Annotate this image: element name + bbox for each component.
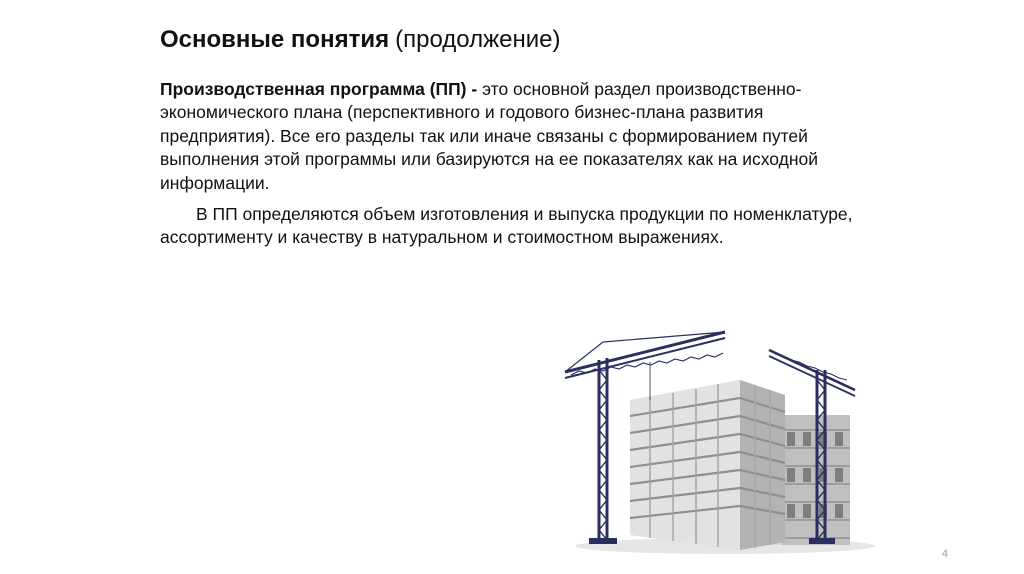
definition-term: Производственная программа (ПП) - xyxy=(160,79,478,99)
left-crane-base xyxy=(589,538,617,544)
definition-text: это основной раздел производственно-экономического плана (перспективного и годового бизнес-плана развития предприятия). Все его разделы так или иначе связаны с формированием путей выполнения этой программы или базируются на ее показателях как на исходной информации. xyxy=(160,79,819,193)
main-building xyxy=(630,380,785,550)
paragraph-details: В ПП определяются объем изготовления и выпуска продукции по номенклатуре, ассортименту и качеству в натуральном и стоимостном выражениях. xyxy=(160,204,853,248)
paragraph-definition xyxy=(160,78,860,195)
slide-body xyxy=(160,78,860,250)
title-subtitle: (продолжение) xyxy=(395,26,561,53)
right-crane-base xyxy=(809,538,835,544)
page-number: 4 xyxy=(941,548,948,560)
building-construction-cranes-icon xyxy=(555,320,875,560)
title-bold: Основные понятия xyxy=(160,26,390,53)
slide-title xyxy=(160,24,561,56)
